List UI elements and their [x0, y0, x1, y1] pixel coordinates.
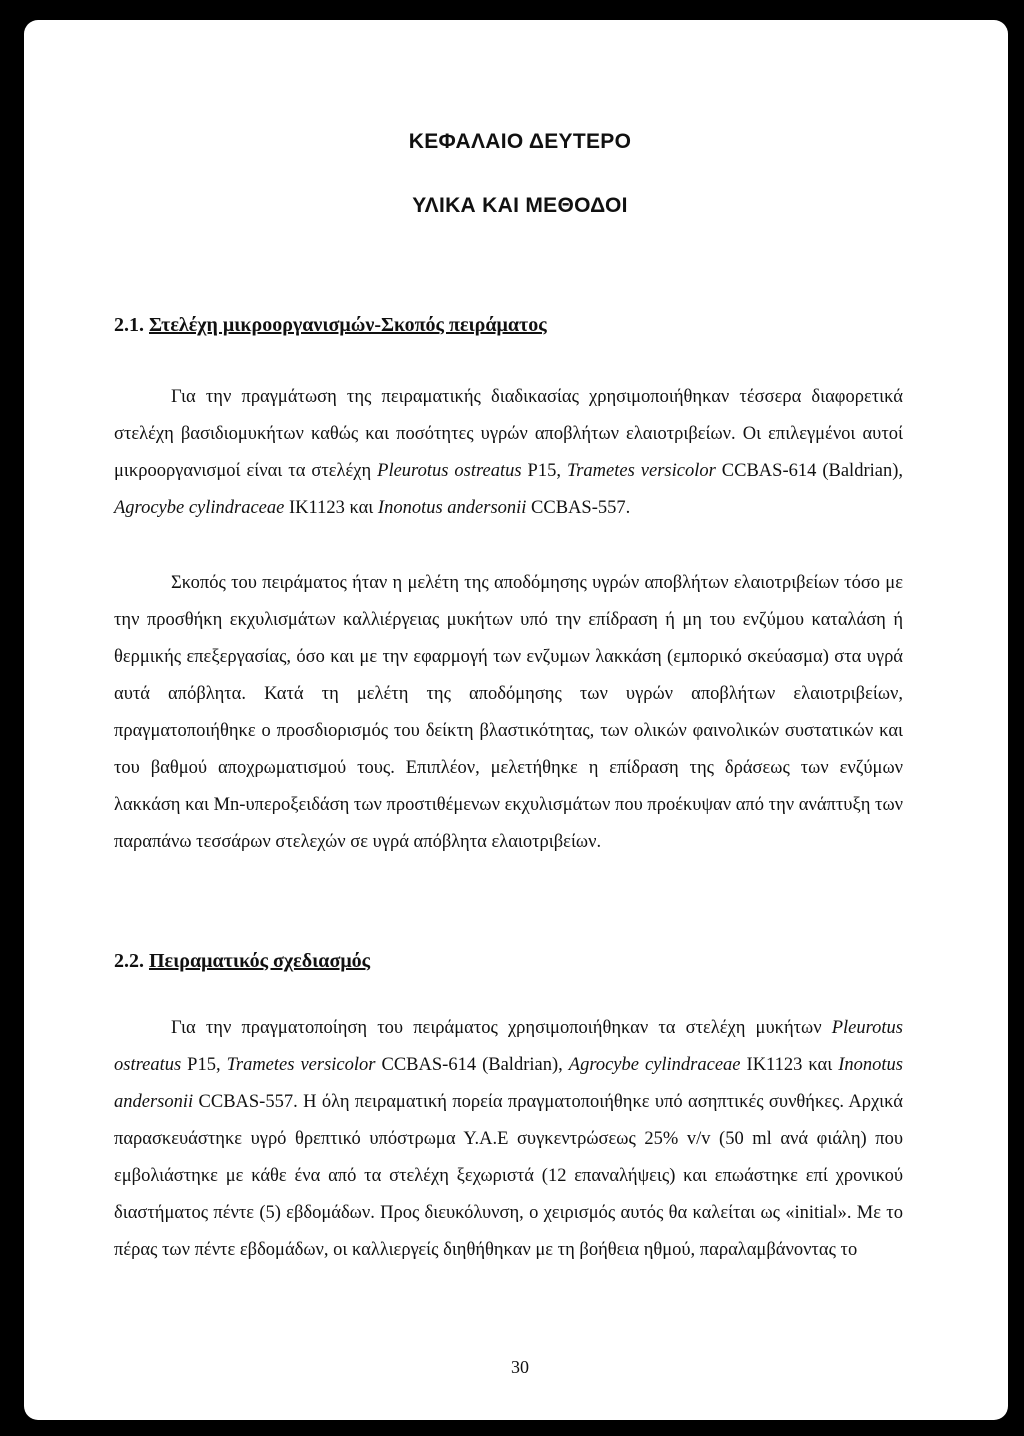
section-title: Πειραματικός σχεδιασμός [149, 950, 371, 972]
chapter-title: ΚΕΦΑΛΑΙΟ ΔΕΥΤΕΡΟ [408, 130, 632, 153]
strain-code: CCBAS-557. [526, 498, 631, 518]
section-heading-2-1 [114, 314, 547, 337]
paragraph-text: Για την πραγμάτωση της πειραματικής διαδικασίας χρησιμοποιήθηκαν τέσσερα διαφορετικά στελέχη βασιδιομυκήτων καθώς και ποσότητες υγρών αποβλήτων ελαιοτριβείων. Οι επιλεγμένοι αυτοί μικροοργανισμοί είναι τα στελέχη [114, 387, 903, 481]
paragraph-strains [114, 379, 903, 527]
strain-code: CCBAS-614 (Baldrian), [715, 461, 903, 481]
species-name: Trametes versicolor [226, 1055, 376, 1075]
strain-code: P15, [181, 1055, 227, 1075]
paragraph-design [114, 1010, 903, 1269]
section-title: Στελέχη μικροοργανισμών-Σκοπός πειράματος [149, 314, 547, 336]
paragraph-text: CCBAS-557. Η όλη πειραματική πορεία πραγματοποιήθηκε υπό ασηπτικές συνθήκες. Αρχικά παρασκευάστηκε υγρό θρεπτικό υπόστρωμα Υ.Α.Ε συγκεντρώσεως 25% v/v (50 ml ανά φιάλη) που εμβολιάστηκε με κάθε ένα από τα στελέχη ξεχωριστά (12 επαναλήψεις) και επωάστηκε επί χρονικού διαστήματος πέντε (5) εβδομάδων. Προς διευκόλυνση, ο χειρισμός αυτός θα καλείται ως «initial». Με το πέρας των πέντε εβδομάδων, οι καλλιεργείς διηθήθηκαν με τη βοήθεια ηθμού, παραλαμβάνοντας το [114, 1092, 903, 1260]
species-name: Agrocybe cylindraceae [568, 1055, 741, 1075]
strain-code: CCBAS-614 (Baldrian), [375, 1055, 569, 1075]
species-name: Inonotus andersonii [377, 498, 527, 518]
paragraph-text: Για την πραγματοποίηση του πειράματος χρησιμοποιήθηκαν τα στελέχη μυκήτων [171, 1018, 832, 1038]
strain-code: IK1123 και [740, 1055, 839, 1075]
section-number: 2.1. [114, 314, 144, 336]
section-heading-2-2 [114, 950, 370, 973]
chapter-subtitle: ΥΛΙΚΑ ΚΑΙ ΜΕΘΟΔΟΙ [412, 194, 628, 217]
species-name: Pleurotus ostreatus [114, 1018, 903, 1075]
paragraph-purpose: Σκοπός του πειράματος ήταν η μελέτη της αποδόμησης υγρών αποβλήτων ελαιοτριβείων τόσο με την προσθήκη εκχυλισμάτων καλλιέργειας μυκήτων υπό την επίδραση ή μη του ενζύμου καταλάση ή θερμικής επεξεργασίας, όσο και με την εφαρμογή των ενζυμων λακκάση (εμπορικό σκεύασμα) στα υγρά αυτά απόβλητα. Κατά τη μελέτη της αποδόμησης των υγρών αποβλήτων ελαιοτριβείων, πραγματοποιήθηκε ο προσδιορισμός του δείκτη βλαστικότητας, των ολικών φαινολικών συστατικών και του βαθμού αποχρωματισμού τους. Επιπλέον, μελετήθηκε η επίδραση της δράσεως των ενζύμων λακκάση και Mn-υπεροξειδάση των προστιθέμενων εκχυλισμάτων που προέκυψαν από την ανάπτυξη των παραπάνω τεσσάρων στελεχών σε υγρά απόβλητα ελαιοτριβείων. [114, 573, 903, 852]
species-name: Agrocybe cylindraceae [114, 498, 285, 518]
species-name: Trametes versicolor [566, 461, 716, 481]
species-name: Inonotus andersonii [114, 1055, 903, 1112]
strain-code: P15, [521, 461, 567, 481]
page-number: 30 [511, 1357, 529, 1377]
strain-code: IK1123 και [284, 498, 378, 518]
species-name: Pleurotus ostreatus [377, 461, 522, 481]
section-number: 2.2. [114, 950, 144, 972]
